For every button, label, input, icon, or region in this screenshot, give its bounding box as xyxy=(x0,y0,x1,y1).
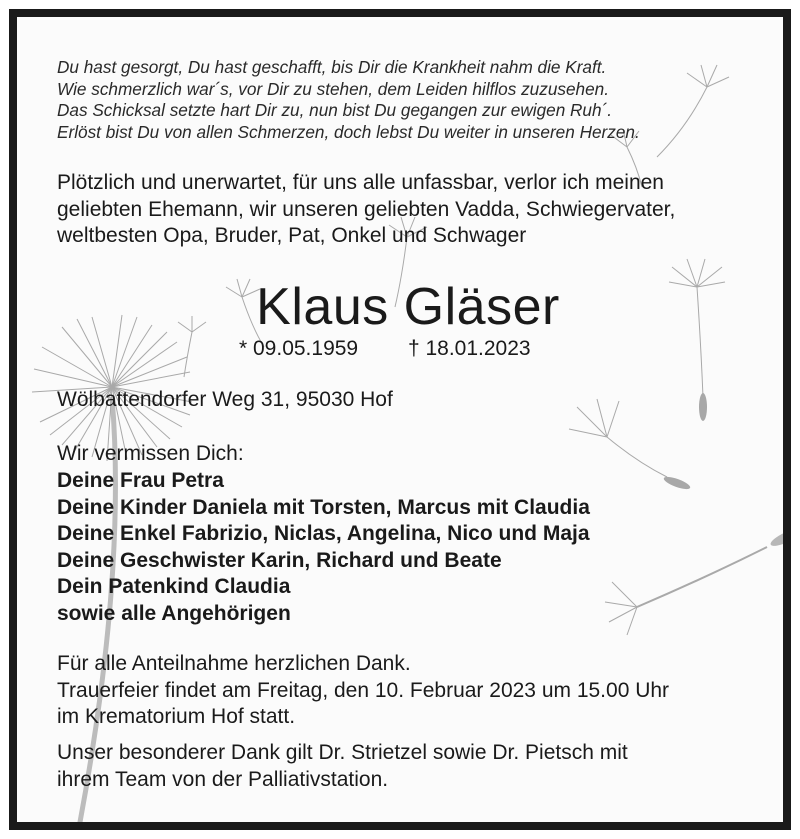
intro-line: weltbesten Opa, Bruder, Pat, Onkel und Schwager xyxy=(57,224,527,247)
intro-text xyxy=(57,170,675,250)
special-thanks-text xyxy=(57,740,628,793)
special-thanks-line: Unser besonderer Dank gilt Dr. Strietzel sowie Dr. Pietsch mit xyxy=(57,741,628,764)
address: Wölbattendorfer Weg 31, 95030 Hof xyxy=(57,388,393,411)
family-line: Deine Geschwister Karin, Richard und Beate xyxy=(57,548,502,572)
birth-date: * 09.05.1959 xyxy=(239,337,359,360)
poem-line: Du hast gesorgt, Du hast geschafft, bis Dir die Krankheit nahm die Kraft. xyxy=(57,57,607,77)
thanks-line: im Krematorium Hof statt. xyxy=(57,705,296,728)
death-date: † 18.01.2023 xyxy=(407,337,531,360)
obituary-frame xyxy=(9,9,791,830)
family-list xyxy=(57,468,590,627)
poem-line: Erlöst bist Du von allen Schmerzen, doch lebst Du weiter in unseren Herzen. xyxy=(57,121,640,142)
family-line: sowie alle Angehörigen xyxy=(57,601,291,625)
deceased-name: Klaus Gläser xyxy=(256,278,560,336)
thanks-line: Für alle Anteilnahme herzlichen Dank. xyxy=(57,652,411,675)
thanks-text xyxy=(57,651,669,731)
poem-line: Wie schmerzlich war´s, vor Dir zu stehen, dem Leiden hilflos zuzusehen. xyxy=(57,78,609,99)
thanks-line: Trauerfeier findet am Freitag, den 10. Februar 2023 um 15.00 Uhr xyxy=(57,678,670,702)
life-dates xyxy=(239,336,531,362)
family-line: Deine Kinder Daniela mit Torsten, Marcus mit Claudia xyxy=(57,495,590,519)
family-line: Deine Enkel Fabrizio, Niclas, Angelina, Nico und Maja xyxy=(57,522,590,545)
family-line: Dein Patenkind Claudia xyxy=(57,575,291,598)
family-line: Deine Frau Petra xyxy=(57,469,224,492)
poem-block xyxy=(57,57,777,143)
miss-label: Wir vermissen Dich: xyxy=(57,442,244,465)
intro-line: geliebten Ehemann, wir unseren geliebten Vadda, Schwiegervater, xyxy=(57,197,676,221)
intro-line: Plötzlich und unerwartet, für uns alle unfassbar, verlor ich meinen xyxy=(57,171,664,194)
poem-line: Das Schicksal setzte hart Dir zu, nun bist Du gegangen zur ewigen Ruh´. xyxy=(57,100,613,120)
special-thanks-line: ihrem Team von der Palliativstation. xyxy=(57,767,389,791)
